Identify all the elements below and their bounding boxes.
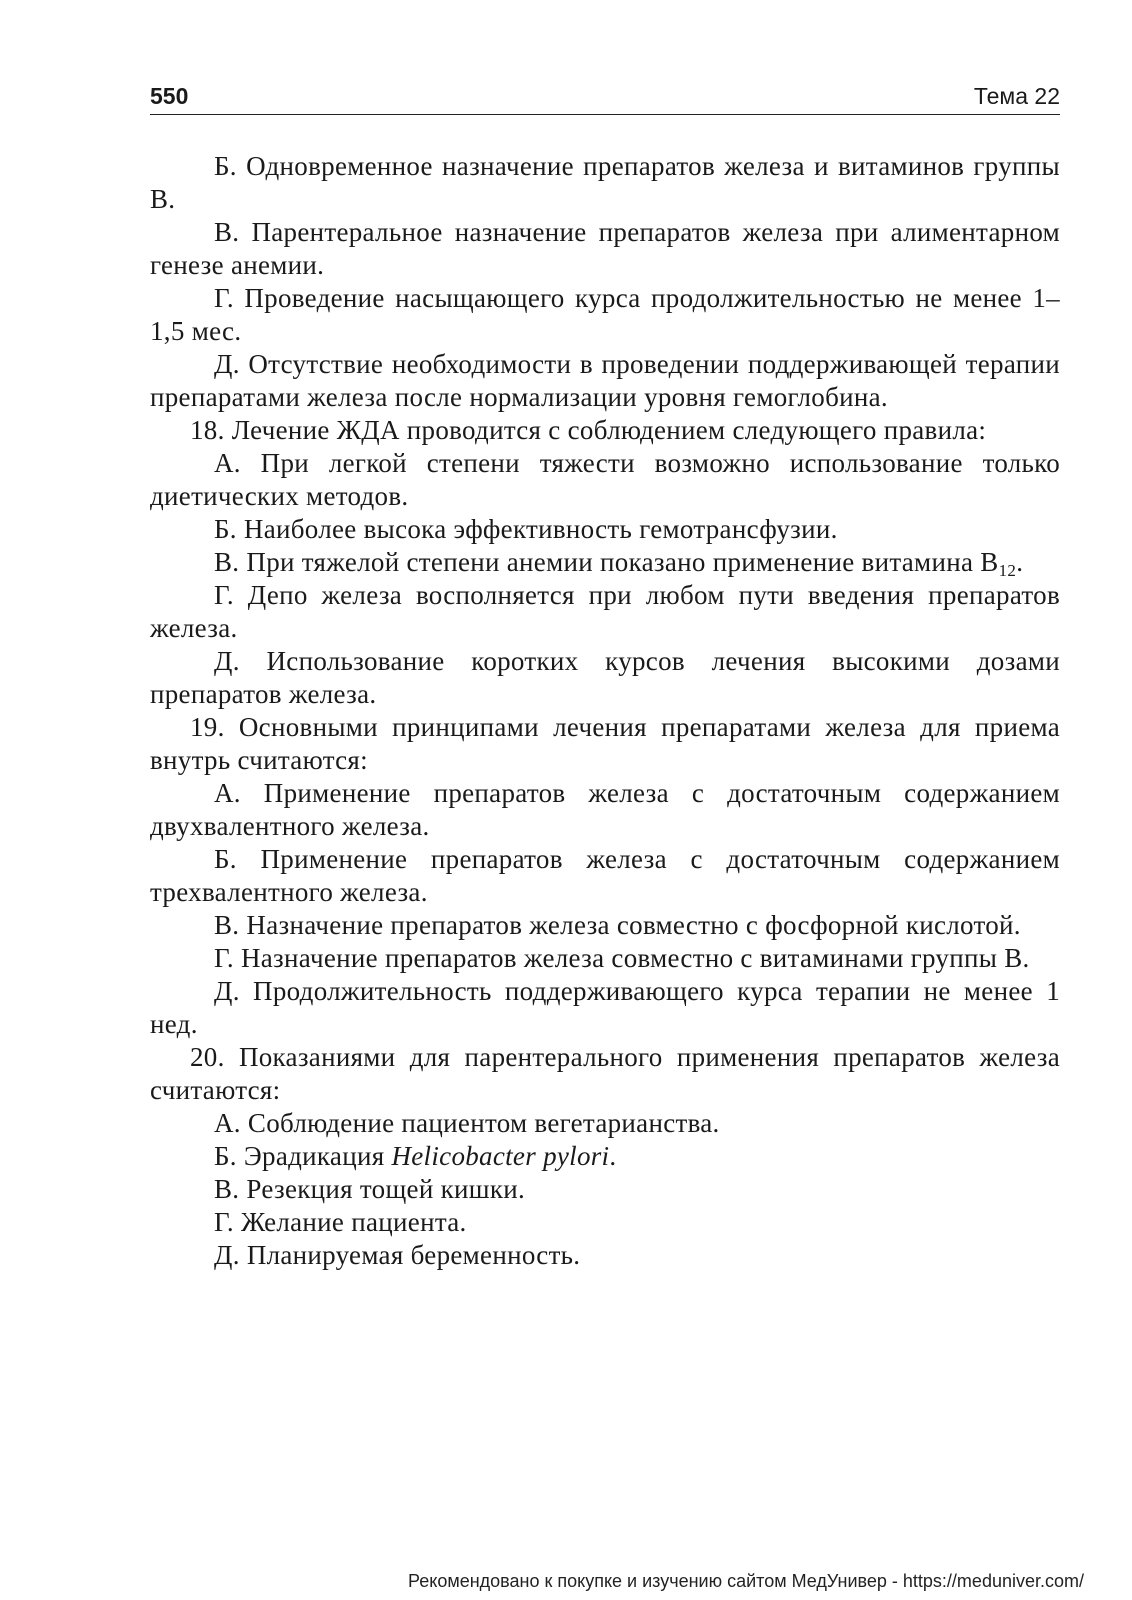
option-b-17: Б. Одновременное назначение препаратов железа и витаминов группы В.	[150, 151, 1060, 214]
option-v-18-end: .	[1016, 547, 1024, 577]
option-a-18: А. При легкой степени тяжести возможно использование только диетических методов.	[150, 448, 1060, 511]
option-b-20-end: .	[609, 1141, 617, 1171]
option-b-20-italic: Helicobacter pylori	[391, 1141, 610, 1171]
option-a-19: А. Применение препаратов железа с достаточным содержанием двухвалентного железа.	[150, 778, 1060, 841]
option-g-20: Г. Желание пациента.	[214, 1207, 467, 1237]
question-20: 20. Показаниями для парентерального применения препаратов железа считаются:	[150, 1042, 1060, 1105]
option-g-18: Г. Депо железа восполняется при любом пути введения препаратов железа.	[150, 580, 1060, 643]
option-v-18	[150, 546, 1060, 579]
option-g-19: Г. Назначение препаратов железа совместно с витаминами группы В.	[214, 943, 1030, 973]
option-b-19: Б. Применение препаратов железа с достаточным содержанием трехвалентного железа.	[150, 844, 1060, 907]
footer-note: Рекомендовано к покупке и изучению сайтом МедУнивер - https://meduniver.com/	[408, 1571, 1084, 1591]
question-19: 19. Основными принципами лечения препаратами железа для приема внутрь считаются:	[150, 712, 1060, 775]
option-d-20: Д. Планируемая беременность.	[214, 1240, 581, 1270]
page-number: 550	[150, 83, 189, 109]
option-d-19: Д. Продолжительность поддерживающего курса терапии не менее 1 нед.	[150, 976, 1060, 1039]
option-d-18: Д. Использование коротких курсов лечения высокими дозами препаратов железа.	[150, 646, 1060, 709]
option-d-17: Д. Отсутствие необходимости в проведении поддерживающей терапии препаратами железа после нормализации уровня гемоглобина.	[150, 349, 1060, 412]
option-v-19: В. Назначение препаратов железа совместно с фосфорной кислотой.	[214, 910, 1021, 940]
option-g-17: Г. Проведение насыщающего курса продолжительностью не менее 1–1,5 мес.	[150, 283, 1060, 346]
option-v-18-text: В. При тяжелой степени анемии показано применение витамина B	[214, 547, 999, 577]
option-b-18: Б. Наиболее высока эффективность гемотрансфузии.	[214, 514, 838, 544]
option-v-17: В. Парентеральное назначение препаратов железа при алиментарном генезе анемии.	[150, 217, 1060, 280]
page-body	[150, 150, 1060, 1272]
option-b-20	[150, 1140, 1060, 1173]
chapter-title: Тема 22	[973, 83, 1060, 109]
option-v-20: В. Резекция тощей кишки.	[214, 1174, 526, 1204]
option-v-18-subscript: 12	[998, 561, 1017, 580]
option-a-20: А. Соблюдение пациентом вегетарианства.	[214, 1108, 720, 1138]
page-header	[150, 80, 1060, 115]
question-18: 18. Лечение ЖДА проводится с соблюдением следующего правила:	[190, 415, 987, 445]
option-b-20-text: Б. Эрадикация	[214, 1141, 392, 1171]
